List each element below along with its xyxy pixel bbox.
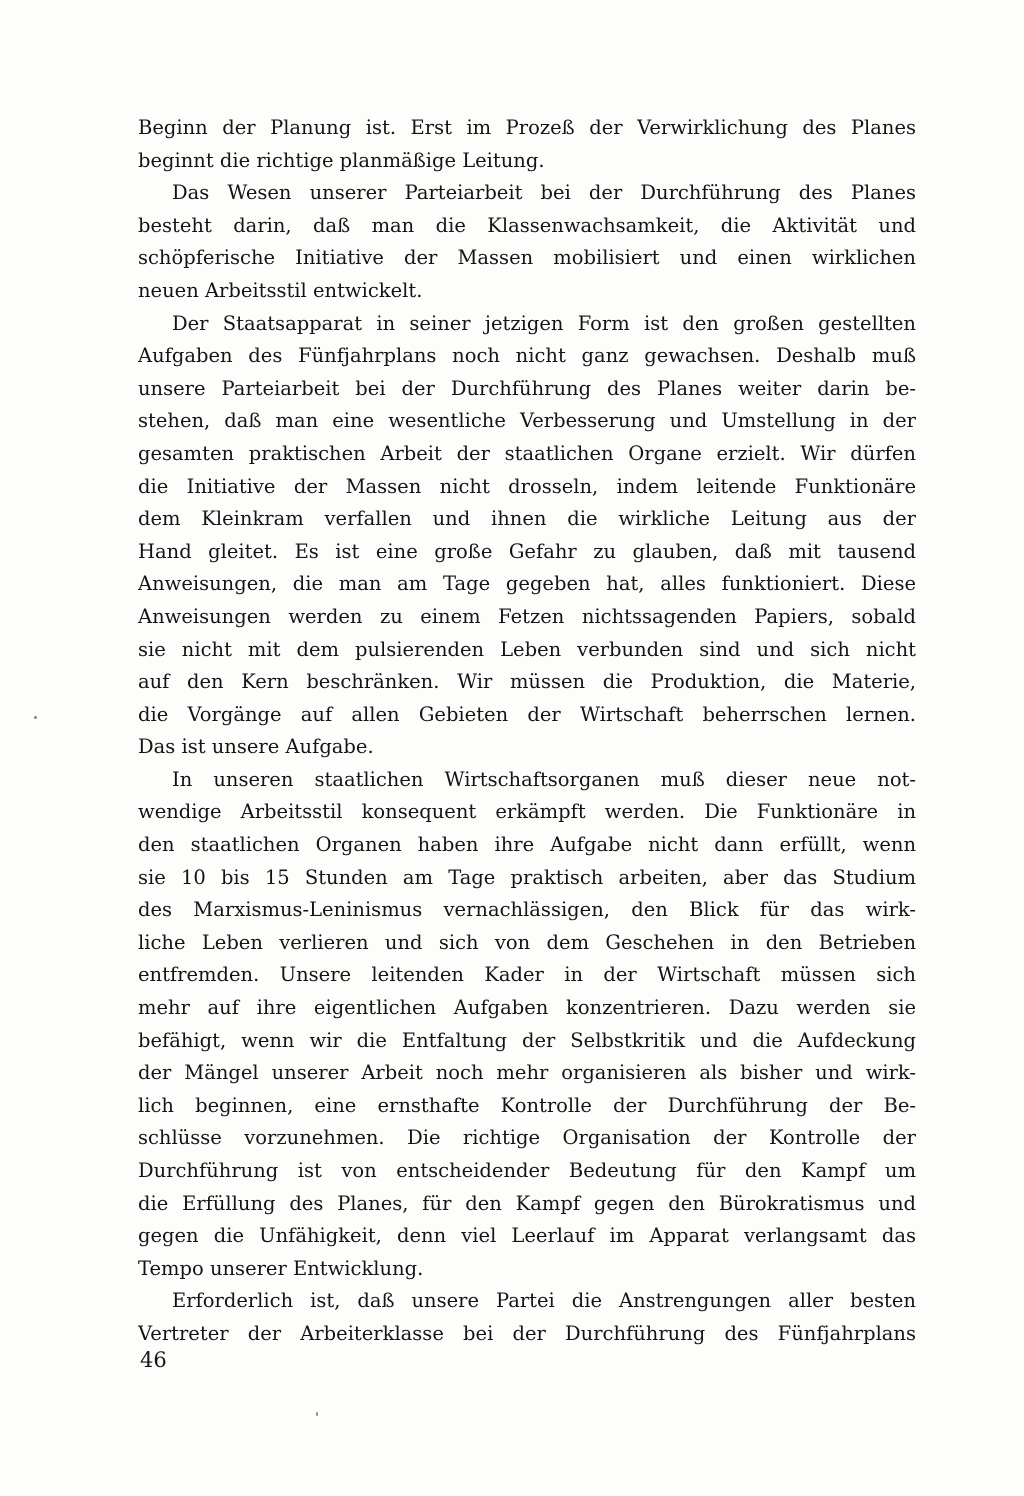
text-line: Durchführung ist von entscheidender Bedeutung für den Kampf um [138,1159,916,1182]
text-line: die Erfüllung des Planes, für den Kampf gegen den Bürokratismus und [138,1191,916,1215]
text-line: Tempo unserer Entwicklung. [138,1256,424,1280]
text-line: Das ist unsere Aufgabe. [138,735,374,759]
text-line: dem Kleinkram verfallen und ihnen die wirkliche Leitung aus der [138,507,916,531]
text-line: gegen die Unfähigkeit, denn viel Leerlauf im Apparat verlangsamt das [138,1224,916,1248]
text-line: In unseren staatlichen Wirtschaftsorganen muß dieser neue not- [172,767,916,791]
text-line: besteht darin, daß man die Klassenwachsamkeit, die Aktivität und [138,213,916,237]
body-text [138,112,916,1351]
text-line: liche Leben verlieren und sich von dem Geschehen in den Betrieben [138,930,916,954]
text-line: Anweisungen, die man am Tage gegeben hat, alles funktioniert. Diese [138,572,916,596]
text-line: die Initiative der Massen nicht drosseln, indem leitende Funktionäre [138,474,916,498]
text-line: Aufgaben des Fünfjahrplans noch nicht ganz gewachsen. Deshalb muß [138,344,916,368]
text-line: Vertreter der Arbeiterklasse bei der Durchführung des Fünfjahrplans [138,1321,916,1345]
text-line: Erforderlich ist, daß unsere Partei die Anstrengungen aller besten [172,1289,916,1313]
text-line: lich beginnen, eine ernsthafte Kontrolle der Durchführung der Be- [138,1093,916,1117]
text-line: Beginn der Planung ist. Erst im Prozeß der Verwirklichung des Planes [138,116,916,139]
text-line: Anweisungen werden zu einem Fetzen nichtssagenden Papiers, sobald [138,604,916,628]
text-line: schlüsse vorzunehmen. Die richtige Organisation der Kontrolle der [138,1126,916,1150]
text-line: mehr auf ihre eigentlichen Aufgaben konzentrieren. Dazu werden sie [138,996,916,1020]
text-line: sie 10 bis 15 Stunden am Tage praktisch arbeiten, aber das Studium [138,865,916,889]
text-line: wendige Arbeitsstil konsequent erkämpft werden. Die Funktionäre in [138,800,916,824]
text-line: Das Wesen unserer Parteiarbeit bei der Durchführung des Planes [172,181,916,205]
text-line: des Marxismus-Leninismus vernachlässigen, den Blick für das wirk- [138,898,916,922]
paper-speck [34,716,37,719]
text-line: befähigt, wenn wir die Entfaltung der Selbstkritik und die Aufdeckung [138,1028,916,1052]
paper-speck [316,1412,318,1416]
text-line: der Mängel unserer Arbeit noch mehr organisieren als bisher und wirk- [138,1061,916,1085]
text-line: stehen, daß man eine wesentliche Verbesserung und Umstellung in der [138,409,916,433]
text-line: Hand gleitet. Es ist eine große Gefahr zu glauben, daß mit tausend [138,539,916,563]
text-line: unsere Parteiarbeit bei der Durchführung des Planes weiter darin be- [138,376,916,400]
text-line: gesamten praktischen Arbeit der staatlichen Organe erzielt. Wir dürfen [138,441,916,465]
text-line: die Vorgänge auf allen Gebieten der Wirtschaft beherrschen lernen. [138,702,916,726]
text-line: entfremden. Unsere leitenden Kader in der Wirtschaft müssen sich [138,963,916,987]
text-line: sie nicht mit dem pulsierenden Leben verbunden sind und sich nicht [138,637,916,661]
text-line: auf den Kern beschränken. Wir müssen die Produktion, die Materie, [138,670,916,694]
page-number: 46 [140,1348,167,1372]
text-line: den staatlichen Organen haben ihre Aufgabe nicht dann erfüllt, wenn [138,833,916,857]
text-line: neuen Arbeitsstil entwickelt. [138,278,423,302]
text-line: schöpferische Initiative der Massen mobilisiert und einen wirklichen [138,246,916,270]
text-line: beginnt die richtige planmäßige Leitung. [138,148,545,172]
text-line: Der Staatsapparat in seiner jetzigen Form ist den großen gestellten [172,311,916,335]
